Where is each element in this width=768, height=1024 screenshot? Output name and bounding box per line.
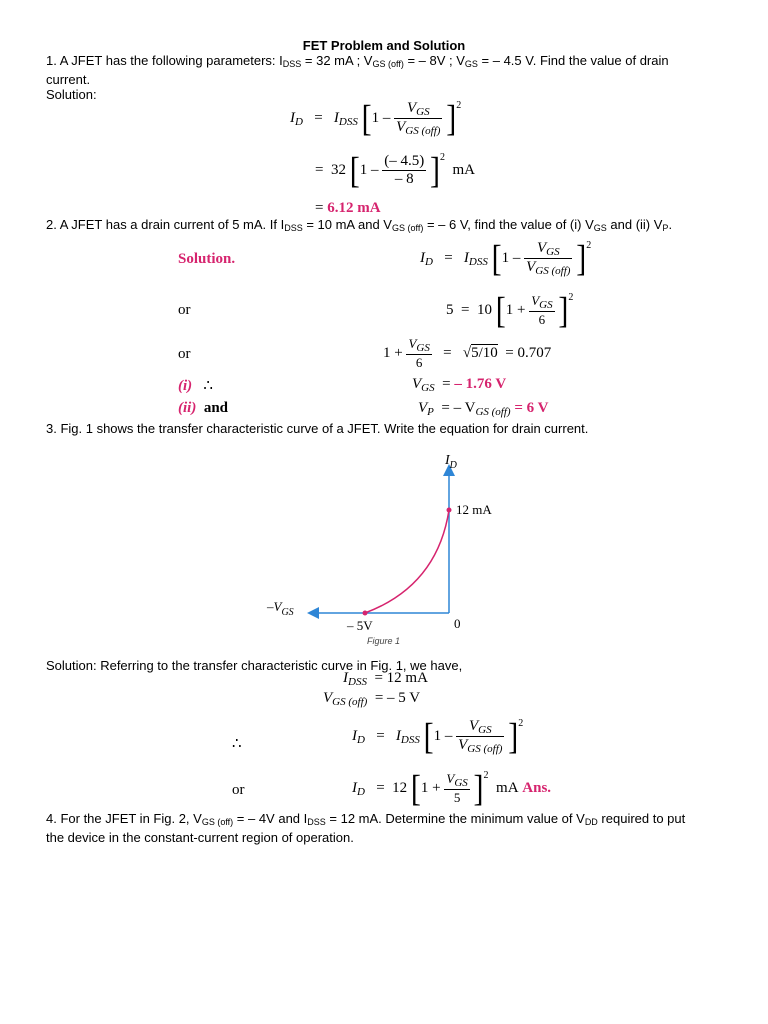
page-title: FET Problem and Solution	[302, 38, 466, 53]
figure-1-transfer-curve	[255, 448, 525, 648]
y-axis-label: $I_D$	[445, 453, 457, 471]
problem-4-text: 4. For the JFET in Fig. 2, $V_{GS (off)}$ = – 4V and $I_{DSS} = 12$ mA. Determine the minimum value of $V_{DD}$ required to put the device in the constant-current region of operation.	[46, 811, 686, 845]
point-label-12ma: 12 mA	[456, 502, 492, 517]
figure-caption: Figure 1	[367, 636, 401, 646]
or-label-1: or	[178, 302, 191, 318]
equation-3: $I_D$ = $I_{DSS}$ [1 – $\frac{V_{GS}}{V_{GS (off)}}$ ]$^2$	[420, 237, 592, 279]
x-tick-zero: 0	[454, 616, 461, 631]
equation-5: 1 + $\frac{V_{GS}}{6}$ = √5/10 = 0.707	[383, 336, 552, 370]
equation-6: $I_D$ = $I_{DSS}$ [1 – $\frac{V_{GS}}{V_{GS (off)}}$ ]$^2$	[352, 715, 524, 757]
part-ii-row: (ii) and	[178, 400, 229, 416]
x-axis-label: $-V_{GS}$	[267, 599, 294, 618]
idss-given: $I_{DSS} = 12$ mA	[343, 670, 428, 688]
equation-7: $I_D$ = 12 [1 + $\frac{V_{GS}}{5}$ ]$^2$ mA Ans.	[352, 767, 552, 809]
x-tick-neg5v: – 5V	[347, 618, 373, 633]
or-label-3: or	[232, 782, 245, 798]
solution-label: Solution:	[46, 87, 97, 102]
point-vgsoff	[363, 611, 368, 616]
point-idss	[447, 508, 452, 513]
equation-1: $I_D$ = $I_{DSS}$ [1 – $\frac{V_{GS}}{V_{GS (off)}}$ ]$^2$	[290, 97, 462, 139]
problem-3-text: 3. Fig. 1 shows the transfer characteristic curve of a JFET. Write the equation for drain current.	[46, 421, 589, 436]
therefore-symbol: ∴	[232, 736, 242, 752]
solution-2-label: Solution.	[178, 251, 236, 267]
vgsoff-given: $V_{GS (off)}$ = – 5 V	[323, 690, 421, 708]
equation-2: = 32 [1 – $\frac{(- 4.5)}{- 8}$ ]$^2$ mA	[315, 149, 475, 191]
vp-result: $V_P$ = – $V_{GS (off)} = 6$ V	[418, 400, 549, 418]
transfer-curve	[365, 510, 449, 613]
answer-1: = 6.12 mA	[315, 200, 381, 216]
or-label-2: or	[178, 346, 191, 362]
part-i-row: (i) ∴	[178, 378, 213, 394]
solution-3-text: Solution: Referring to the transfer characteristic curve in Fig. 1, we have,	[46, 658, 463, 673]
problem-1-text: 1. A JFET has the following parameters: $I_{DSS} = 32$ mA ; $V_{GS (off)}$ = – 8V ; $V_{GS}$ = – 4.5 V. Find the value of drain current. Solution:	[46, 53, 669, 102]
equation-4: 5 = 10 [1 + $\frac{V_{GS}}{6}$ ]$^2$	[446, 289, 574, 331]
vgs-result: $V_{GS}$ = – 1.76 V	[412, 376, 507, 394]
problem-2-text: 2. A JFET has a drain current of 5 mA. If $I_{DSS} = 10$ mA and $V_{GS (off)}$ = – 6 V, find the value of (i) $V_{GS}$ and (ii) $V_P$.	[46, 217, 673, 233]
